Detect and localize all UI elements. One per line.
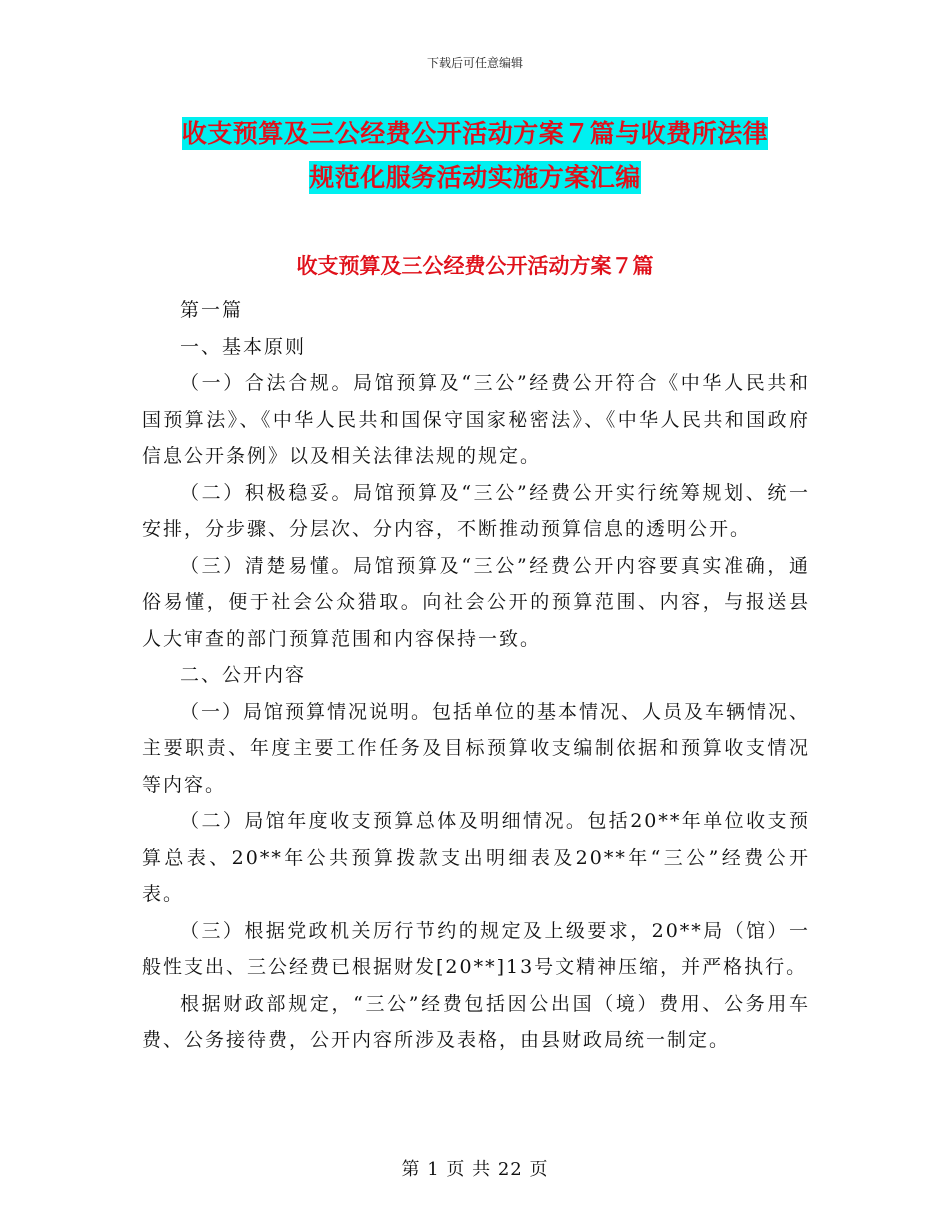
paragraph: （一）合法合规。局馆预算及“三公”经费公开符合《中华人民共和国预算法》、《中华人民共和国保守国家秘密法》、《中华人民共和国政府信息公开条例》以及相关法律法规的规定。 — [142, 372, 810, 467]
paragraph: 第一篇 — [180, 299, 244, 321]
paragraph: （二）局馆年度收支预算总体及明细情况。包括20**年单位收支预算总表、20**年公共预算拨款支出明细表及20**年“三公”经费公开表。 — [142, 810, 810, 905]
document-title-line-2 — [0, 158, 950, 194]
paragraph: 一、基本原则 — [180, 335, 307, 358]
page-footer: 第 1 页 共 22 页 — [401, 1159, 549, 1180]
paragraph: （一）局馆预算情况说明。包括单位的基本情况、人员及车辆情况、主要职责、年度主要工作任务及目标预算收支编制依据和预算收支情况等内容。 — [142, 700, 811, 796]
title-highlight-2: 规范化服务活动实施方案汇编 — [309, 163, 641, 192]
paragraph: （三）根据党政机关厉行节约的规定及上级要求，20**局（馆）一般性支出、三公经费已根据财发[20**]13号文精神压缩，并严格执行。 — [142, 919, 810, 978]
paragraph: （三）清楚易懂。局馆预算及“三公”经费公开内容要真实准确，通俗易懂，便于社会公众猎取。向社会公开的预算范围、内容，与报送县人大审查的部门预算范围和内容保持一致。 — [142, 554, 810, 650]
paragraph: 二、公开内容 — [180, 664, 307, 686]
document-title-line-1 — [0, 114, 950, 150]
section-title: 收支预算及三公经费公开活动方案７篇 — [296, 254, 654, 278]
body-text — [142, 292, 810, 1059]
header-note: 下载后可任意编辑 — [426, 56, 523, 70]
title-highlight-1: 收支预算及三公经费公开活动方案７篇与收费所法律 — [181, 119, 769, 148]
paragraph: （二）积极稳妥。局馆预算及“三公”经费公开实行统筹规划、统一安排，分步骤、分层次、分内容，不断推动预算信息的透明公开。 — [142, 481, 810, 540]
paragraph: 根据财政部规定，“三公”经费包括因公出国（境）费用、公务用车费、公务接待费，公开内容所涉及表格，由县财政局统一制定。 — [142, 992, 810, 1051]
